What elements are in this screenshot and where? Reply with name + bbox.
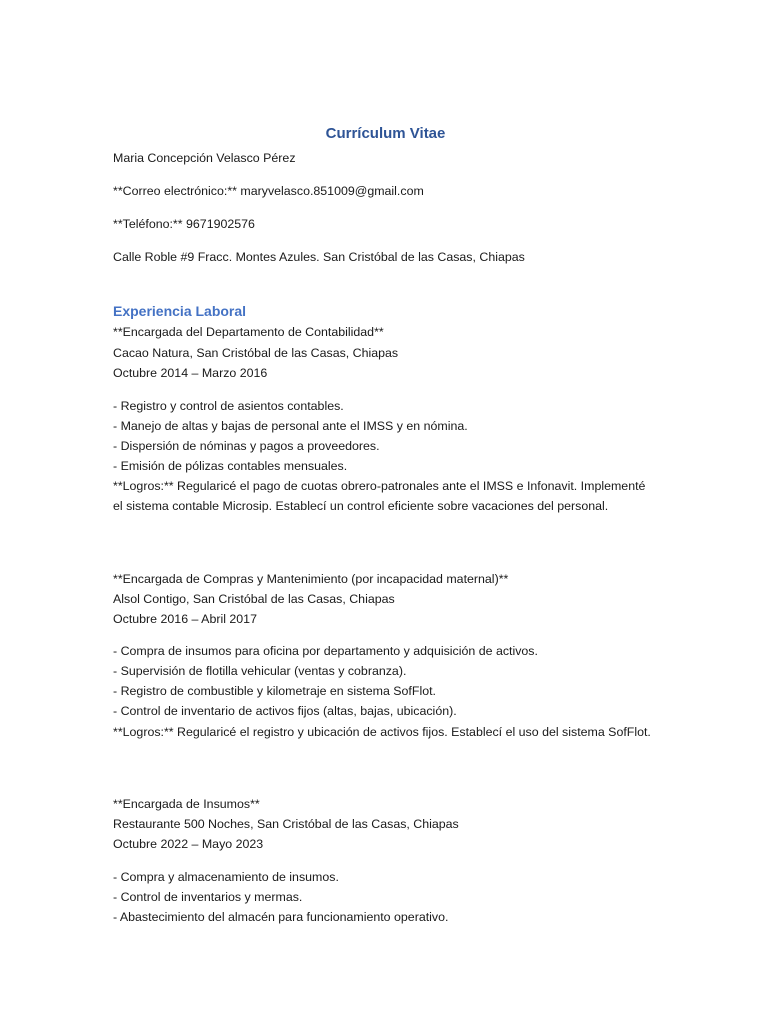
job-period: Octubre 2022 – Mayo 2023	[113, 837, 264, 851]
section-heading-experience: Experiencia Laboral	[113, 303, 247, 319]
job-task: - Registro y control de asientos contables.	[113, 399, 344, 413]
job-task: - Manejo de altas y bajas de personal ante el IMSS y en nómina.	[113, 419, 468, 433]
contact-phone: **Teléfono:** 9671902576	[113, 217, 255, 231]
job-task: - Emisión de pólizas contables mensuales.	[113, 459, 348, 473]
job-task: - Compra y almacenamiento de insumos.	[113, 870, 339, 884]
job-role: **Encargada del Departamento de Contabilidad**	[113, 325, 384, 339]
contact-email: **Correo electrónico:** maryvelasco.851009@gmail.com	[113, 184, 424, 198]
job-role: **Encargada de Compras y Mantenimiento (por incapacidad maternal)**	[113, 572, 509, 586]
document-title: Currículum Vitae	[325, 125, 446, 142]
contact-address: Calle Roble #9 Fracc. Montes Azules. San Cristóbal de las Casas, Chiapas	[113, 250, 525, 264]
job-task: - Control de inventarios y mermas.	[113, 890, 303, 904]
job-achievements: **Logros:** Regularicé el registro y ubicación de activos fijos. Establecí el uso del sistema SofFlot.	[113, 725, 651, 739]
job-task: - Dispersión de nóminas y pagos a proveedores.	[113, 439, 380, 453]
contact-name: Maria Concepción Velasco Pérez	[113, 151, 296, 165]
job-achievements: **Logros:** Regularicé el pago de cuotas obrero-patronales ante el IMSS e Infonavit. Implementé el sistema contable Microsip. Establecí un control eficiente sobre vacaciones del personal.	[113, 479, 646, 513]
job-period: Octubre 2016 – Abril 2017	[113, 612, 257, 626]
job-period: Octubre 2014 – Marzo 2016	[113, 366, 268, 380]
job-company: Cacao Natura, San Cristóbal de las Casas, Chiapas	[113, 346, 399, 360]
job-task: - Compra de insumos para oficina por departamento y adquisición de activos.	[113, 644, 538, 658]
job-role: **Encargada de Insumos**	[113, 797, 260, 811]
job-task: - Registro de combustible y kilometraje en sistema SofFlot.	[113, 684, 436, 698]
job-task: - Abastecimiento del almacén para funcionamiento operativo.	[113, 910, 449, 924]
job-company: Restaurante 500 Noches, San Cristóbal de las Casas, Chiapas	[113, 817, 459, 831]
job-task: - Control de inventario de activos fijos (altas, bajas, ubicación).	[113, 704, 457, 718]
job-task: - Supervisión de flotilla vehicular (ventas y cobranza).	[113, 664, 407, 678]
job-company: Alsol Contigo, San Cristóbal de las Casas, Chiapas	[113, 592, 395, 606]
